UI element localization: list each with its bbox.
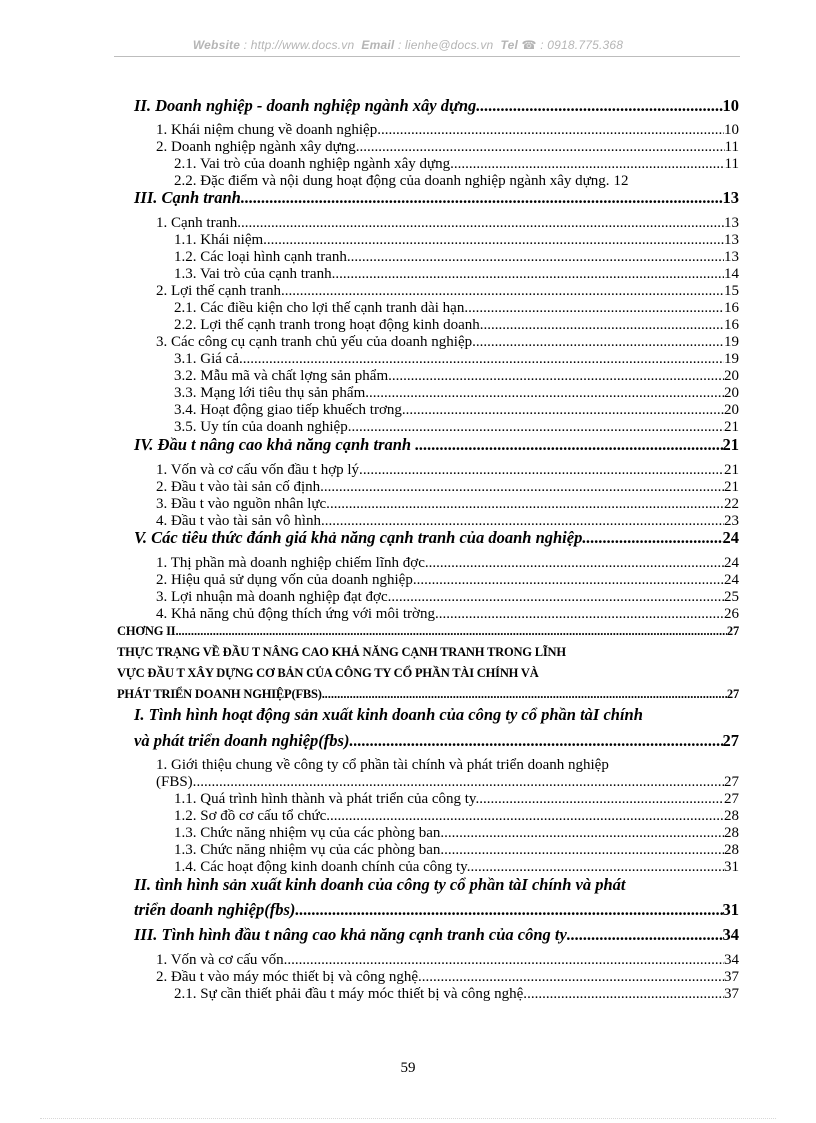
toc-entry-title: 4. Đầu t vào tài sản vô hình. — [156, 513, 325, 529]
toc-entry — [174, 368, 739, 385]
toc-entry — [156, 555, 739, 572]
toc-entry — [174, 842, 739, 859]
toc-entry — [134, 925, 739, 945]
toc-entry — [174, 808, 739, 825]
header-divider — [114, 56, 740, 57]
toc-entry-page: 27 — [724, 774, 739, 790]
toc-entry-title: 1.3. Chức năng nhiệm vụ của các phòng ban. — [174, 842, 445, 858]
toc-entry-title: 1. Vốn và cơ cấu vốn. — [156, 952, 288, 968]
toc-entry-title: và phát triển doanh nghiệp(fbs). — [134, 731, 354, 750]
toc-entry-page: 37 — [724, 986, 739, 1002]
toc-entry — [134, 435, 739, 455]
toc-entry-page: 28 — [724, 808, 739, 824]
toc-entry-page: 31 — [724, 859, 739, 875]
toc-entry — [174, 232, 739, 249]
toc-entry-title: 1. Thị phần mà doanh nghiệp chiếm lĩnh đợc. — [156, 555, 429, 571]
toc-entry — [174, 249, 739, 266]
toc-entry-title: 2. Doanh nghiệp ngành xây dựng — [156, 139, 356, 155]
toc-entry-page: 24 — [722, 528, 739, 547]
toc-entry-title: 2. Đầu t vào máy móc thiết bị và công nghệ. — [156, 969, 422, 985]
toc-entry-page: 25 — [724, 589, 739, 605]
toc-entry-page: 20 — [724, 402, 739, 418]
toc-entry-title: 3.5. Uy tín của doanh nghiệp. — [174, 419, 352, 435]
toc-entry-page: 21 — [724, 479, 739, 495]
toc-entry-page: 21 — [724, 419, 739, 435]
toc-entry-title: 3.4. Hoạt động giao tiếp khuếch trơng. — [174, 402, 406, 418]
toc-entry-page: 31 — [722, 900, 739, 919]
footer-divider — [40, 1118, 776, 1119]
toc-entry-title: 3.1. Giá cả. — [174, 351, 243, 367]
toc-entry-title: CHƠNG II. — [117, 624, 179, 638]
toc-entry-title: 1.3. Vai trò của cạnh tranh. — [174, 266, 336, 282]
toc-entry — [156, 496, 739, 513]
toc-entry-page: 26 — [724, 606, 739, 622]
toc-entry-page: 34 — [722, 925, 739, 944]
toc-entry-page: 10 — [722, 96, 739, 115]
tel-value: : 0918.775.368 — [540, 38, 624, 52]
toc-entry — [134, 96, 739, 116]
toc-chapter-title-line: VỰC ĐẦU T XÂY DỰNG CƠ BẢN CỦA CÔNG TY CỔ PHẦN TÀI CHÍNH VÀ — [117, 666, 539, 680]
toc-entry-title: 1. Cạnh tranh. — [156, 215, 241, 231]
toc-entry — [156, 215, 739, 232]
toc-entry-title: 1.2. Sơ đồ cơ cấu tổ chức. — [174, 808, 331, 824]
toc-entry-title: 2.2. Lợi thế cạnh tranh trong hoạt động kinh doanh. — [174, 317, 484, 333]
toc-entry-title: 2.2. Đặc điểm và nội dung hoạt động của doanh nghiệp ngành xây dựng. — [174, 173, 610, 189]
email-value[interactable]: : lienhe@docs.vn — [397, 38, 494, 52]
toc-entry-title: 2. Hiệu quả sử dụng vốn của doanh nghiệp. — [156, 572, 417, 588]
toc-entry-title: 4. Khả năng chủ động thích ứng với môi trờng. — [156, 606, 439, 622]
toc-entry — [156, 774, 739, 791]
toc-entry — [156, 969, 739, 986]
toc-entry — [174, 300, 739, 317]
toc-entry-title: II. Doanh nghiệp - doanh nghiệp ngành xây dựng. — [134, 96, 481, 115]
toc-entry-page: 13 — [722, 188, 739, 207]
toc-entry — [134, 528, 739, 548]
toc-entry — [174, 402, 739, 419]
page-number: 59 — [400, 1060, 416, 1076]
toc-entry-page: 22 — [724, 496, 739, 512]
toc-entry-title: III. Tình hình đầu t nâng cao khả năng cạnh tranh của công ty — [134, 925, 567, 944]
toc-entry-page: 19 — [724, 351, 739, 367]
toc-entry — [134, 900, 739, 920]
toc-entry-page: 27 — [722, 731, 739, 750]
toc-entry-page: 24 — [724, 555, 739, 571]
toc-entry-page: 14 — [724, 266, 739, 282]
toc-entry-title: 1.2. Các loại hình cạnh tranh. — [174, 249, 351, 265]
toc-entry-title: 1.1. Quá trình hình thành và phát triển của công ty. — [174, 791, 480, 807]
toc-entry — [156, 462, 739, 479]
toc-entry — [174, 986, 739, 1003]
toc-entry — [174, 385, 739, 402]
tel-label: Tel ☎ — [500, 38, 537, 52]
toc-entry — [174, 419, 739, 436]
toc-entry-title: 1. Giới thiệu chung về công ty cổ phần tài chính và phát triển doanh nghiệp — [156, 757, 609, 773]
toc-entry-page: 11 — [724, 156, 739, 172]
toc-entry-page: 12 — [613, 173, 629, 189]
toc-entry — [174, 791, 739, 808]
toc-entry-page: 16 — [724, 300, 739, 316]
toc-entry-title: 2.1. Vai trò của doanh nghiệp ngành xây dựng. — [174, 156, 454, 172]
toc-entry-title: PHÁT TRIỂN DOANH NGHIỆP(FBS). — [117, 687, 325, 701]
toc-entry-page: 28 — [724, 825, 739, 841]
toc-entry-page: 21 — [722, 435, 739, 454]
toc-entry — [156, 572, 739, 589]
toc-entry-page: 15 — [724, 283, 739, 299]
toc-entry-page: 23 — [724, 513, 739, 529]
toc-entry-page: 27 — [724, 791, 739, 807]
toc-entry-title: 2.1. Các điều kiện cho lợi thế cạnh tranh dài hạn. — [174, 300, 469, 316]
toc-entry — [174, 351, 739, 368]
toc-entry — [156, 283, 739, 300]
toc-entry-page: 27 — [726, 687, 739, 701]
toc-entry — [174, 156, 739, 173]
toc-entry — [134, 731, 739, 751]
toc-entry-page: 19 — [724, 334, 739, 350]
toc-entry-title: 3. Các công cụ cạnh tranh chủ yếu của doanh nghiệp. — [156, 334, 476, 350]
toc-entry-title: I. Tình hình hoạt động sản xuất kinh doanh của công ty cổ phần tàI chính — [134, 705, 643, 724]
toc-entry-title: 1.3. Chức năng nhiệm vụ của các phòng ban. — [174, 825, 445, 841]
toc-entry-title: 3. Đầu t vào nguồn nhân lực. — [156, 496, 330, 512]
toc-entry — [174, 825, 739, 842]
toc-entry — [156, 606, 739, 623]
toc-chapter — [117, 687, 739, 702]
toc-entry-page: 10 — [724, 122, 739, 138]
toc-entry — [174, 266, 739, 283]
toc-entry-title: 1.4. Các hoạt động kinh doanh chính của công ty. — [174, 859, 471, 875]
toc-entry-title: 1. Vốn và cơ cấu vốn đầu t hợp lý. — [156, 462, 363, 478]
toc-entry-title: IV. Đầu t nâng cao khả năng cạnh tranh . — [134, 435, 420, 454]
toc-entry — [156, 122, 739, 139]
toc-entry-page: 34 — [724, 952, 739, 968]
toc-entry-title: II. tình hình sản xuất kinh doanh của công ty cổ phần tàI chính và phát — [134, 875, 626, 894]
toc-entry-page: 13 — [724, 249, 739, 265]
toc-entry-page: 11 — [724, 139, 739, 155]
toc-chapter — [117, 624, 739, 639]
toc-entry-title: 2. Lợi thế cạnh tranh. — [156, 283, 285, 299]
toc-entry-page: 13 — [724, 215, 739, 231]
toc-entry-title: (FBS). — [156, 774, 197, 790]
toc-entry — [174, 317, 739, 334]
toc-entry-title: 2. Đầu t vào tài sản cố định. — [156, 479, 324, 495]
toc-entry-page: 20 — [724, 385, 739, 401]
toc-entry — [156, 334, 739, 351]
toc-entry — [156, 479, 739, 496]
page-header — [0, 38, 816, 52]
toc-entry-page: 28 — [724, 842, 739, 858]
toc-entry-title: V. Các tiêu thức đánh giá khả năng cạnh tranh của doanh nghiệp — [134, 528, 583, 547]
toc-entry-title: triển doanh nghiệp(fbs). — [134, 900, 300, 919]
toc-entry-title: 2.1. Sự cần thiết phải đầu t máy móc thiết bị và công nghệ. — [174, 986, 528, 1002]
toc-entry-title: 3. Lợi nhuận mà doanh nghiệp đạt đợc. — [156, 589, 392, 605]
toc-entry-page: 13 — [724, 232, 739, 248]
toc-entry-page: 21 — [724, 462, 739, 478]
website-label: Website — [192, 38, 241, 52]
toc-entry-title: 1. Khái niệm chung về doanh nghiệp. — [156, 122, 381, 138]
toc-entry-page: 20 — [724, 368, 739, 384]
toc-entry-page: 27 — [726, 624, 739, 638]
toc-entry-page: 16 — [724, 317, 739, 333]
email-label: Email — [361, 38, 395, 52]
toc-entry — [156, 952, 739, 969]
toc-entry-page: 24 — [724, 572, 739, 588]
toc-entry-title: 3.2. Mẫu mã và chất lợng sản phẩm. — [174, 368, 392, 384]
website-value[interactable]: : http://www.docs.vn — [243, 38, 355, 52]
toc-entry — [174, 859, 739, 876]
toc-entry-title: 3.3. Mạng lới tiêu thụ sản phẩm. — [174, 385, 369, 401]
toc-entry — [156, 139, 739, 156]
toc-chapter-title-line: THỰC TRẠNG VỀ ĐẦU T NÂNG CAO KHẢ NĂNG CẠNH TRANH TRONG LĨNH — [117, 645, 566, 659]
toc-entry — [134, 188, 739, 208]
toc-entry-page: 37 — [724, 969, 739, 985]
toc-entry-title: III. Cạnh tranh. — [134, 188, 245, 207]
toc-entry — [156, 589, 739, 606]
toc-entry-title: 1.1. Khái niệm. — [174, 232, 267, 248]
